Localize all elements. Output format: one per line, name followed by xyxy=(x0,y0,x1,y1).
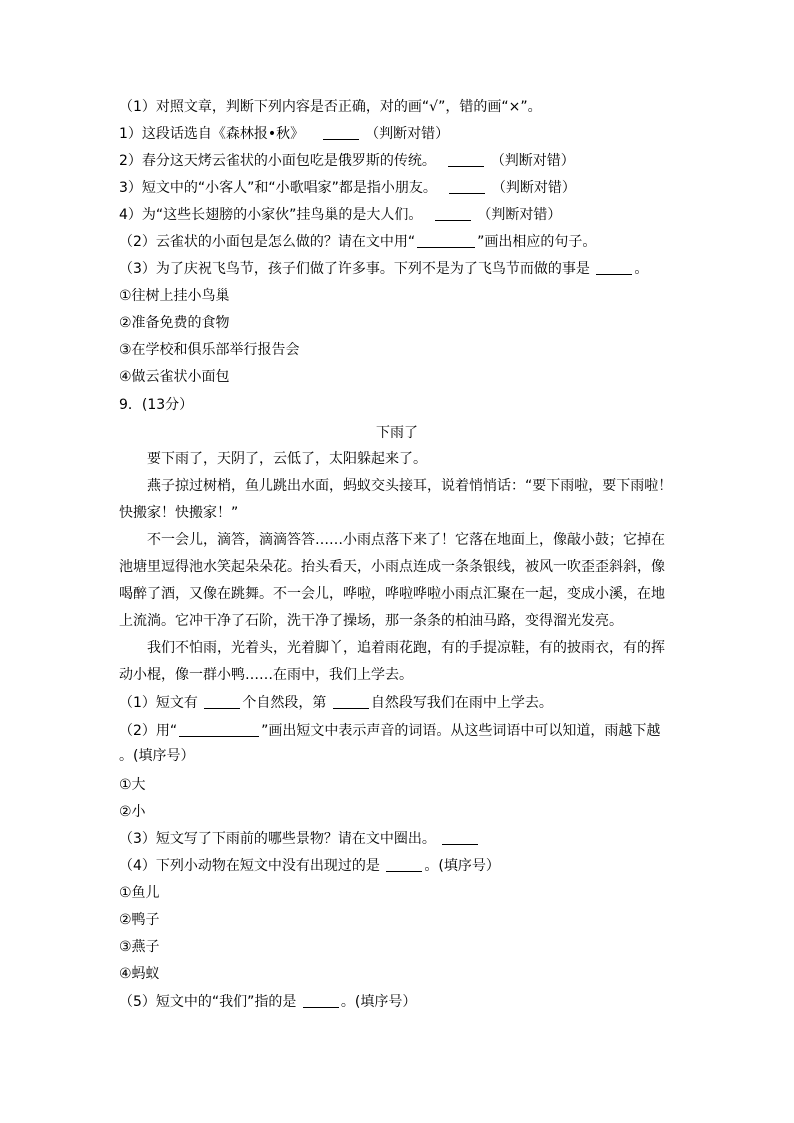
judge-text: 1）这段话选自《森林报•秋》 xyxy=(119,126,305,142)
judge-text: 3）短文中的“小客人”和“小歌唱家”都是指小朋友。 xyxy=(119,180,437,196)
answer-blank[interactable] xyxy=(386,857,422,872)
q9-sub2-line2: 。(填序号） xyxy=(119,748,195,764)
q9-sub4-after: 。(填序号） xyxy=(424,858,500,874)
judge-text: 4）为“这些长翅膀的小家伙”挂鸟巢的是大人们。 xyxy=(119,207,423,223)
q9-sub3-text: （3）短文写了下雨前的哪些景物？请在文中圈出。 xyxy=(119,831,436,847)
q9-sub1 xyxy=(119,693,553,713)
q9-sub1-a: （1）短文有 xyxy=(119,695,198,711)
q8-sub3-text: （3）为了庆祝飞鸟节，孩子们做了许多事。下列不是为了飞鸟节而做的事是 xyxy=(119,261,590,277)
q8-sub2-after: ”画出相应的句子。 xyxy=(477,234,597,250)
q9-sub5-before: （5）短文中的“我们”指的是 xyxy=(119,994,297,1010)
q9-sub4-option-3: ③燕子 xyxy=(119,939,160,955)
answer-blank[interactable] xyxy=(449,179,485,194)
q8-option-4: ④做云雀状小面包 xyxy=(119,369,230,385)
answer-blank[interactable] xyxy=(435,206,471,221)
answer-blank[interactable] xyxy=(596,260,632,275)
judge-suffix: （判断对错） xyxy=(490,153,575,169)
answer-blank[interactable] xyxy=(323,125,359,140)
q9-sub4-option-4: ④蚂蚁 xyxy=(119,966,160,982)
answer-blank[interactable] xyxy=(303,993,339,1008)
q8-judge-item-2 xyxy=(119,151,575,171)
q8-judge-item-4 xyxy=(119,205,561,225)
q9-sub5 xyxy=(119,992,416,1012)
underline-marker xyxy=(417,233,475,248)
passage-paragraph-4: 我们不怕雨，光着头，光着脚丫，追着雨花跑，有的手提凉鞋，有的披雨衣，有的挥动小棍，像一群小鸭……在雨中，我们上学去。 xyxy=(119,640,665,683)
q9-sub4-option-1: ①鱼儿 xyxy=(119,885,160,901)
q9-sub4 xyxy=(119,856,500,876)
q9-sub2-before: （2）用“ xyxy=(119,723,178,739)
answer-blank[interactable] xyxy=(442,830,478,845)
q8-sub2 xyxy=(119,232,596,252)
q9-sub1-b: 个自然段，第 xyxy=(242,695,327,711)
q8-option-3: ③在学校和俱乐部举行报告会 xyxy=(119,342,300,358)
q8-judge-item-3 xyxy=(119,178,576,198)
judge-suffix: （判断对错） xyxy=(491,180,576,196)
judge-suffix: （判断对错） xyxy=(365,126,450,142)
q9-sub4-before: （4）下列小动物在短文中没有出现过的是 xyxy=(119,858,380,874)
q9-sub1-c: 自然段写我们在雨中上学去。 xyxy=(370,695,553,711)
q8-sub3-end: 。 xyxy=(634,261,649,277)
q8-sub2-before: （2）云雀状的小面包是怎么做的？请在文中用“ xyxy=(119,234,416,250)
q8-judge-item-1 xyxy=(119,124,449,144)
judge-suffix: （判断对错） xyxy=(477,207,562,223)
passage-paragraph-2: 燕子掠过树梢，鱼儿跳出水面，蚂蚁交头接耳，说着悄悄话：“要下雨啦，要下雨啦！快搬家！快搬家！” xyxy=(119,478,673,521)
passage-title: 下雨了 xyxy=(376,425,418,441)
q8-sub3 xyxy=(119,259,648,279)
answer-blank[interactable] xyxy=(333,694,369,709)
q9-sub2-option-2: ②小 xyxy=(119,804,146,820)
q9-sub2 xyxy=(119,721,660,741)
answer-blank[interactable] xyxy=(448,152,484,167)
passage-paragraph-1: 要下雨了，天阴了，云低了，太阳躲起来了。 xyxy=(147,451,427,467)
underline-marker xyxy=(179,722,259,737)
q9-sub2-after: ”画出短文中表示声音的词语。从这些词语中可以知道，雨越下越 xyxy=(261,723,661,739)
judge-text: 2）春分这天烤云雀状的小面包吃是俄罗斯的传统。 xyxy=(119,153,436,169)
q9-sub2-option-1: ①大 xyxy=(119,777,146,793)
q9-sub4-option-2: ②鸭子 xyxy=(119,912,160,928)
q9-sub3 xyxy=(119,829,480,849)
passage-paragraph-3: 不一会儿，滴答，滴滴答答……小雨点落下来了！它落在地面上，像敲小鼓；它掉在池塘里逗得池水笑起朵朵花。抬头看天，小雨点连成一条条银线，被风一吹歪歪斜斜，像喝醉了酒，又像在跳舞。不一会儿，哗啦，哗啦哗啦小雨点汇聚在一起，变成小溪，在地上流淌。它冲干净了石阶，洗干净了操场，那一条条的柏油马路，变得溜光发亮。 xyxy=(119,532,665,629)
answer-blank[interactable] xyxy=(204,694,240,709)
q8-option-1: ①往树上挂小鸟巢 xyxy=(119,288,230,304)
q9-number: 9．(13分） xyxy=(119,397,194,413)
q9-sub5-after: 。(填序号） xyxy=(340,994,417,1010)
q8-sub1-intro: （1）对照文章，判断下列内容是否正确，对的画“√”，错的画“×”。 xyxy=(119,99,542,115)
q8-option-2: ②准备免费的食物 xyxy=(119,315,230,331)
